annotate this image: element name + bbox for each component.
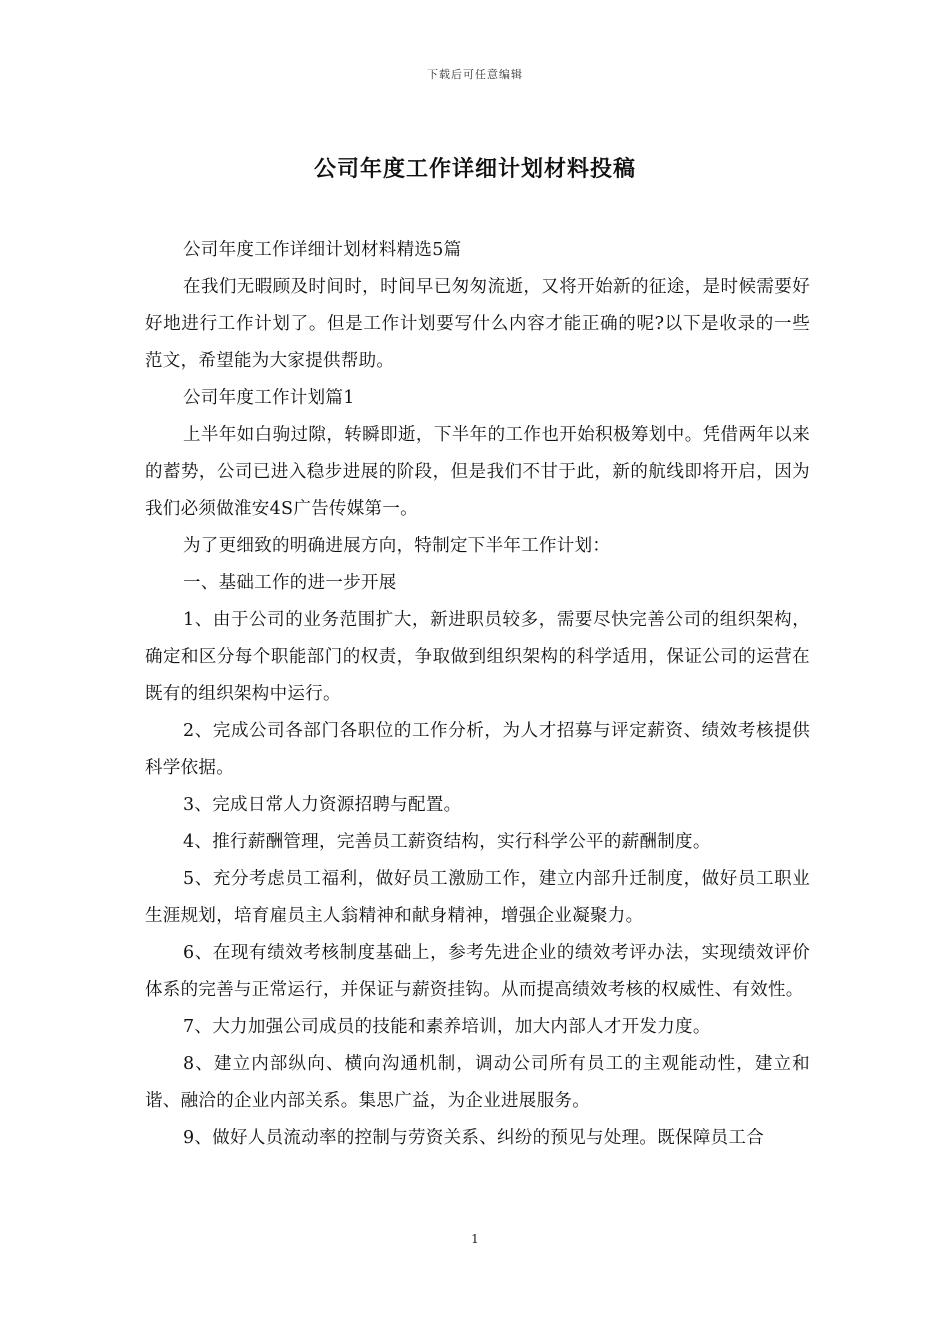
paragraph: 为了更细致的明确进展方向，特制定下半年工作计划： bbox=[183, 536, 611, 556]
paragraph-subtitle: 公司年度工作详细计划材料精选5篇 bbox=[183, 240, 462, 260]
page-number: 1 bbox=[471, 1232, 479, 1246]
list-item: 4、推行薪酬管理，完善员工薪资结构，实行科学公平的薪酬制度。 bbox=[183, 832, 711, 852]
list-item: 1、由于公司的业务范围扩大，新进职员较多，需要尽快完善公司的组织架构，确定和区分每个职能部门的权责，争取做到组织架构的科学适用，保证公司的运营在既有的组织架构中运行。 bbox=[145, 610, 810, 704]
header-note: 下载后可任意编辑 bbox=[427, 68, 523, 81]
list-item: 3、完成日常人力资源招聘与配置。 bbox=[183, 795, 462, 815]
document-body bbox=[145, 232, 810, 1157]
paragraph: 上半年如白驹过隙，转瞬即逝，下半年的工作也开始积极筹划中。凭借两年以来的蓄势，公司已进入稳步进展的阶段，但是我们不甘于此，新的航线即将开启，因为我们必须做淮安4S广告传媒第一。 bbox=[145, 425, 810, 519]
list-item: 5、充分考虑员工福利，做好员工激励工作，建立内部升迁制度，做好员工职业生涯规划，培育雇员主人翁精神和献身精神，增强企业凝聚力。 bbox=[145, 869, 810, 926]
list-item: 8、建立内部纵向、横向沟通机制，调动公司所有员工的主观能动性，建立和谐、融洽的企业内部关系。集思广益，为企业进展服务。 bbox=[145, 1054, 810, 1111]
list-item: 9、做好人员流动率的控制与劳资关系、纠纷的预见与处理。既保障员工合 bbox=[183, 1128, 765, 1148]
paragraph-heading: 一、基础工作的进一步开展 bbox=[183, 573, 397, 593]
list-item: 2、完成公司各部门各职位的工作分析，为人才招募与评定薪资、绩效考核提供科学依据。 bbox=[145, 721, 810, 778]
document-title: 公司年度工作详细计划材料投稿 bbox=[313, 156, 636, 182]
paragraph-section-heading: 公司年度工作计划篇1 bbox=[183, 388, 355, 408]
paragraph-intro: 在我们无暇顾及时间时，时间早已匆匆流逝，又将开始新的征途，是时候需要好好地进行工作计划了。但是工作计划要写什么内容才能正确的呢?以下是收录的一些范文，希望能为大家提供帮助。 bbox=[145, 277, 810, 371]
list-item: 7、大力加强公司成员的技能和素养培训，加大内部人才开发力度。 bbox=[183, 1017, 711, 1037]
list-item: 6、在现有绩效考核制度基础上，参考先进企业的绩效考评办法，实现绩效评价体系的完善与正常运行，并保证与薪资挂钩。从而提高绩效考核的权威性、有效性。 bbox=[145, 943, 810, 1000]
